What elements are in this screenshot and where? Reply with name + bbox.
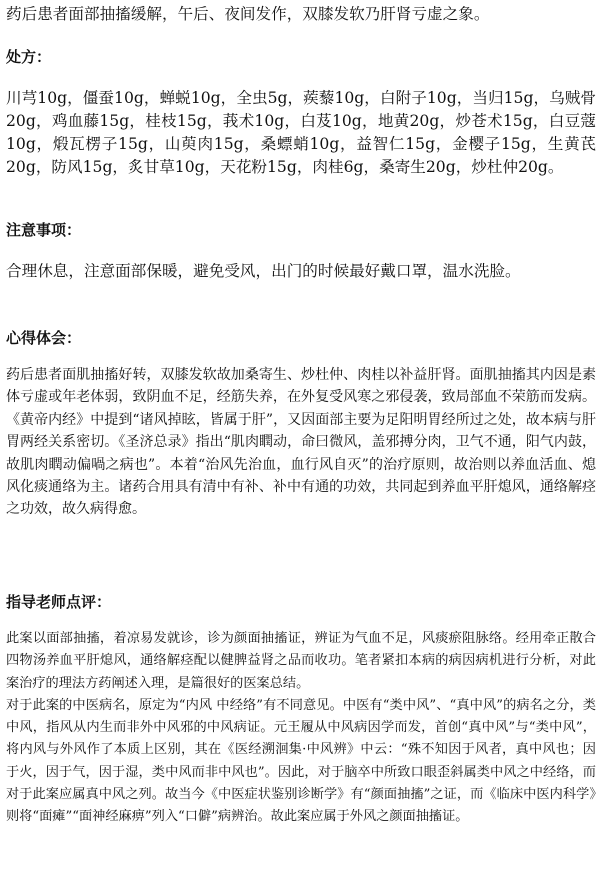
notes-heading: 注意事项： [6,221,82,239]
experience-heading: 心得体会： [6,329,82,347]
notes-text: 合理休息，注意面部保暖，避免受风，出门的时候最好戴口罩，温水洗脸。 [6,262,521,280]
prescription-text: 川芎10g，僵蚕10g，蝉蜕10g，全虫5g，蒺藜10g，白附子10g，当归15g，乌贼骨20g，鸡血藤15g，桂枝15g，莪术10g，白芨10g，地黄20g，炒苍术15g，白豆蔻10g，煅瓦楞子15g，山萸肉15g，桑螵蛸10g，益智仁15g，金樱子15g，生黄芪20g，防风15g，炙甘草10g，天花粉15g，肉桂6g，桑寄生20g，炒杜仲20g。 [6,89,596,176]
intro-paragraph: 药后患者面部抽搐缓解，午后、夜间发作，双膝发软乃肝肾亏虚之象。 [6,5,490,23]
review-paragraph-1: 此案以面部抽搐，着凉易发就诊，诊为颜面抽搐证，辨证为气血不足，风痰瘀阻脉络。经用牵正散合四物汤养血平肝熄风，通络解痉配以健脾益肾之品而收功。笔者紧扣本病的病因病机进行分析，对此案治疗的理法方药阐述入理，是篇很好的医案总结。 [6,631,596,691]
review-heading: 指导老师点评： [6,593,112,611]
review-paragraph-2: 对于此案的中医病名，原定为“内风 中经络”有不同意见。中医有“类中风”、“真中风”的病名之分，类中风，指风从内生而非外中风邪的中风病证。元王履从中风病因学而发，首创“真中风”与“类中风”，将内风与外风作了本质上区别，其在《医经溯洄集·中风辨》中云：“殊不知因于风者，真中风也；因于火，因于气，因于湿，类中风而非中风也”。因此，对于脑卒中所致口眼歪斜属类中风之中经络，而对于此案应属真中风之列。故当今《中医症状鉴别诊断学》有“颜面抽搐”之证，而《临床中医内科学》则将“面瘫”“面神经麻痹”列入“口僻”病辨治。故此案应属于外风之颜面抽搐证。 [6,697,596,825]
review-text [6,628,596,829]
prescription-heading: 处方： [6,48,52,66]
experience-text: 药后患者面肌抽搐好转，双膝发软故加桑寄生、炒杜仲、肉桂以补益肝肾。面肌抽搐其内因是素体亏虚或年老体弱，致阴血不足，经筋失养，在外复受风寒之邪侵袭，致局部血不荣筋而发病。《黄帝内经》中提到“诸风掉眩，皆属于肝”，又因面部主要为足阳明胃经所过之处，故本病与肝胃两经关系密切。《圣济总录》指出“肌肉瞤动，命曰微风，盖邪搏分肉，卫气不通，阳气内鼓，故肌肉瞤动偏喎之病也”。本着“治风先治血，血行风自灭”的治疗原则，故治则以养血活血、熄风化痰通络为主。诸药合用具有清中有补、补中有通的功效，共同起到养血平肝熄风，通络解痉之功效，故久病得愈。 [6,367,596,518]
